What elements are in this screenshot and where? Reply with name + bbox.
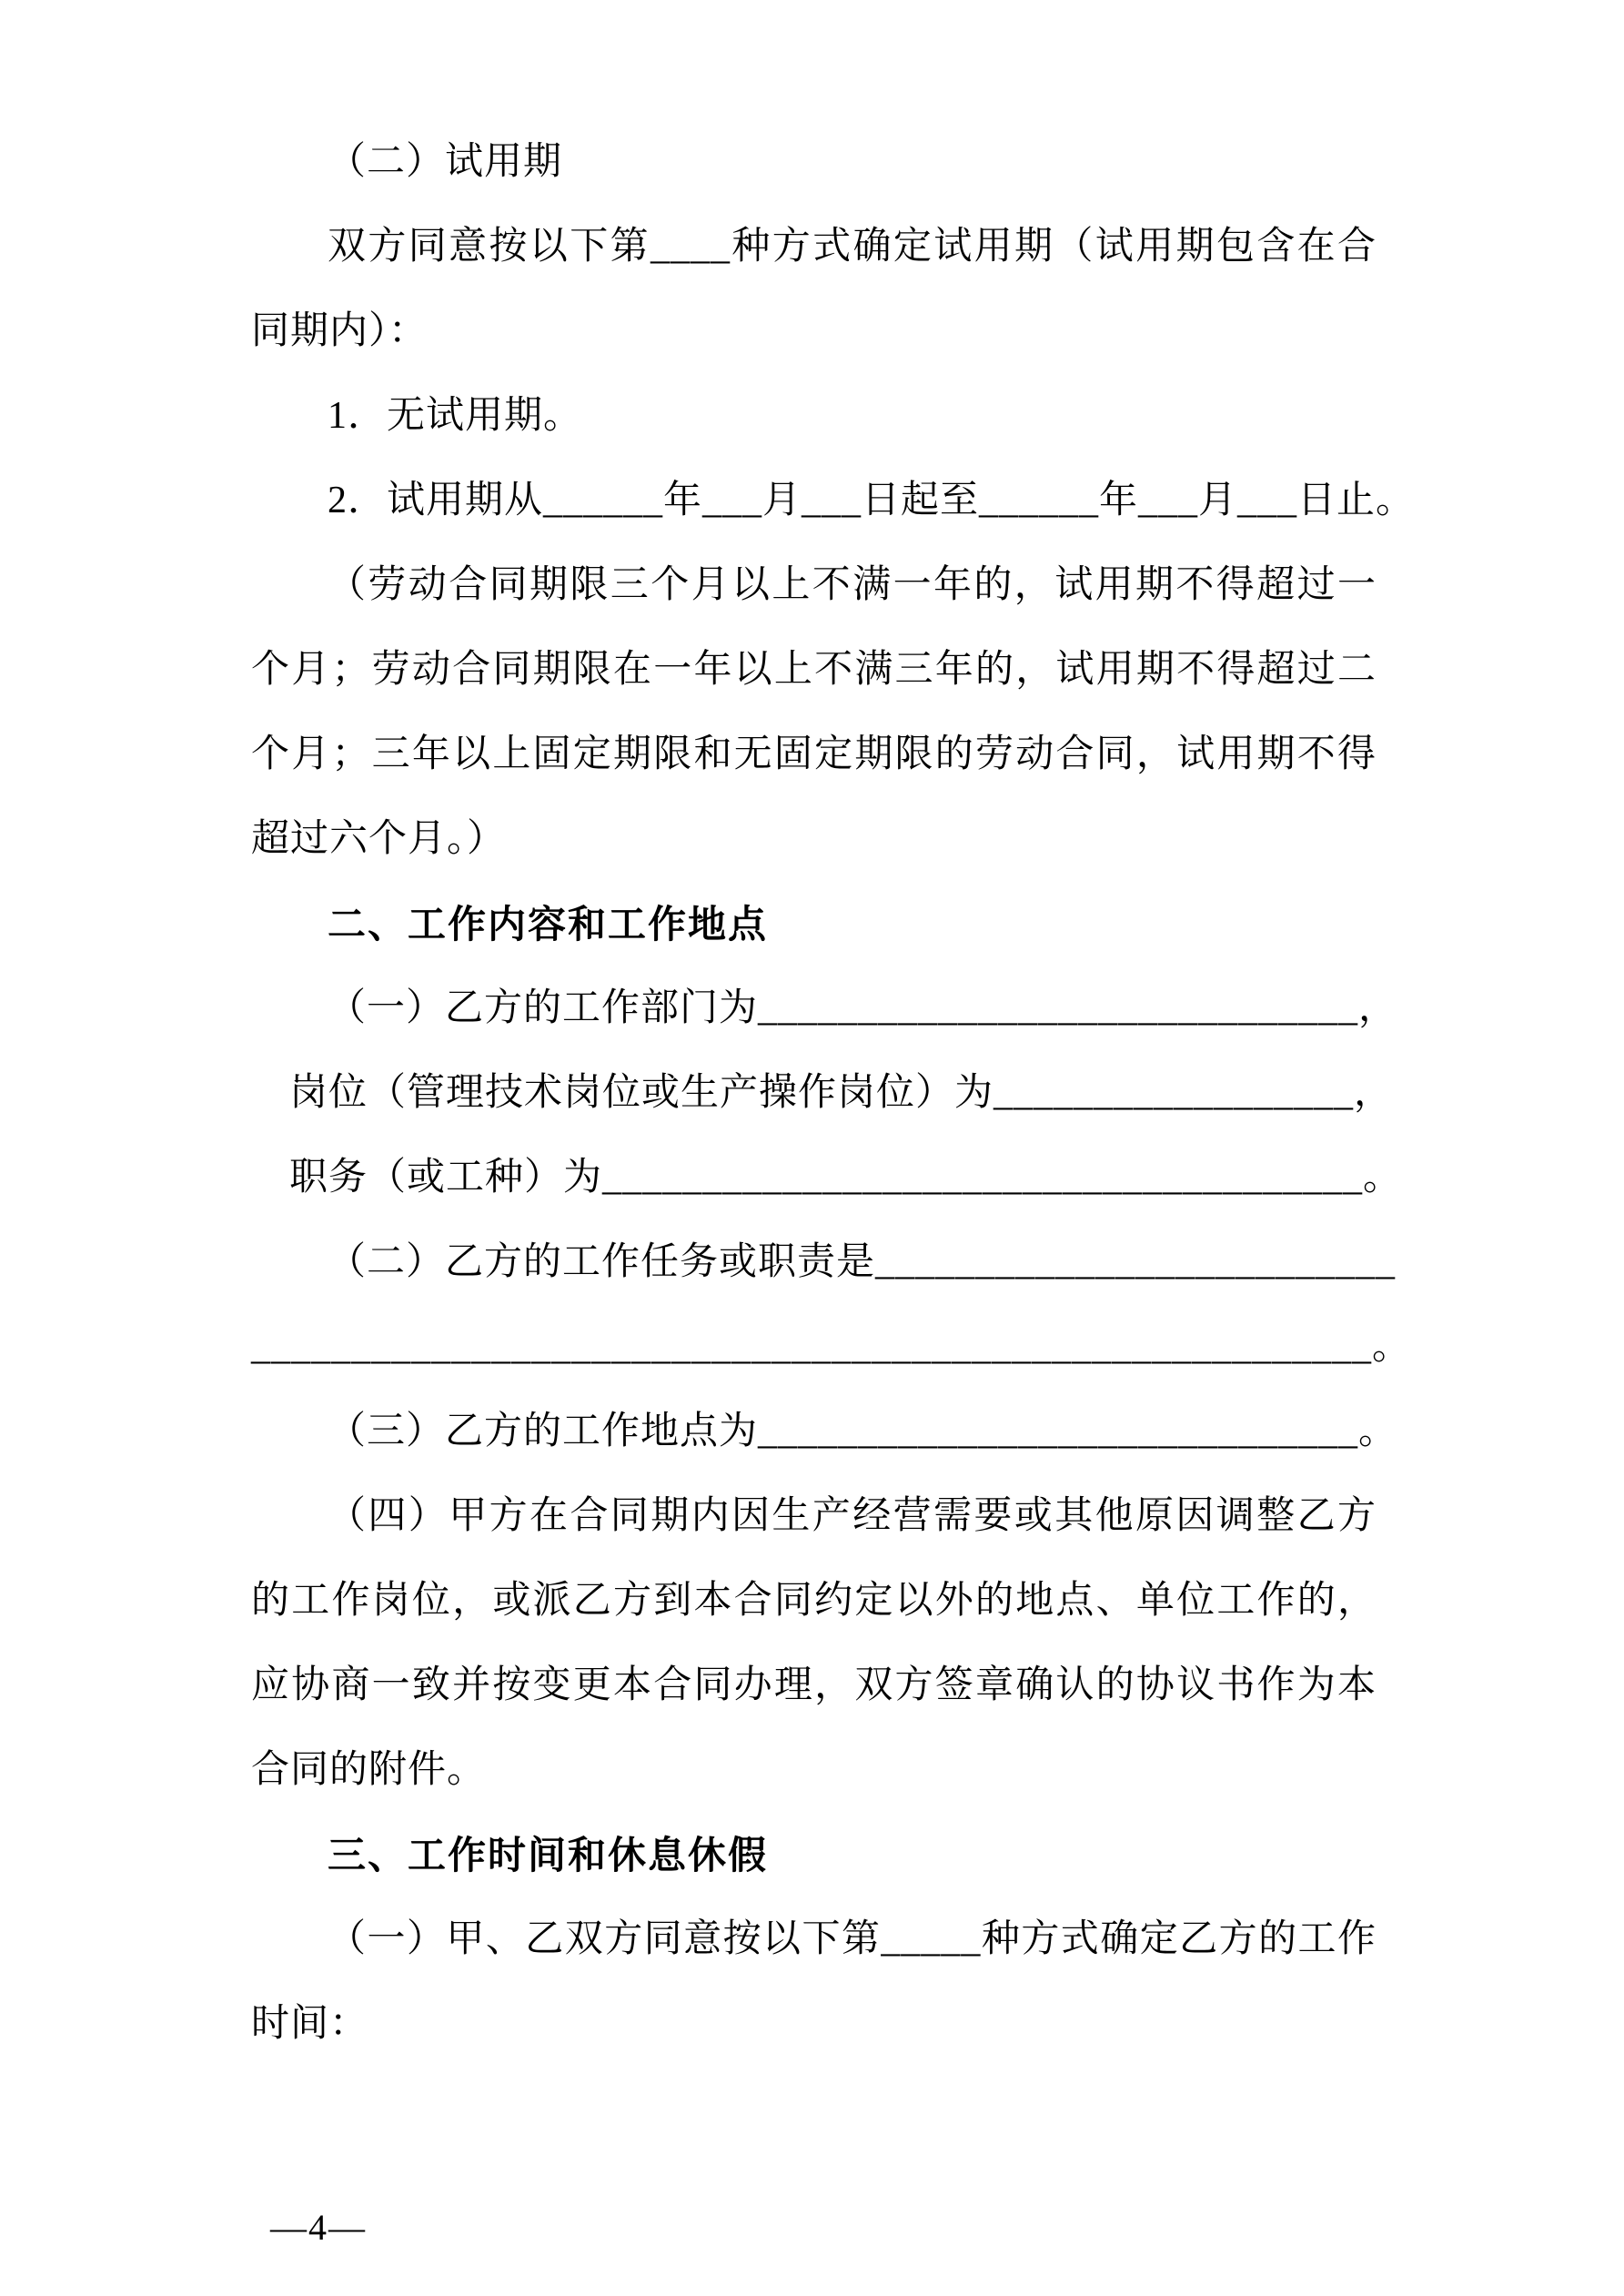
page-number: —4— [270, 2207, 367, 2248]
paragraph-working-time-method: （一）甲、乙双方同意按以下第_____种方式确定乙方的工作时间： [251, 1918, 1377, 2045]
fill-in-line-work-location: （三）乙方的工作地点为______________________________。 [328, 1411, 1398, 1452]
paragraph-probation-limits-note: （劳动合同期限三个月以上不满一年的，试用期不得超过一个月；劳动合同期限在一年以上不满三年的，试用期不得超过二个月；三年以上固定期限和无固定期限的劳动合同，试用期不得超过六个月。） [251, 564, 1377, 860]
fill-in-line-job-title: 职务（或工种）为______________________________________。 [289, 1157, 1403, 1199]
list-item-no-probation: 1．无试用期。 [328, 395, 583, 437]
paragraph-job-adjustment-clause: （四）甲方在合同期内因生产经营需要或其他原因调整乙方的工作岗位，或派乙方到本合同约定以外的地点、单位工作的，应协商一致并按变更本合同办理，双方签章确认的协议书作为本合同的附件。 [251, 1495, 1377, 1791]
section-heading-work-content-and-location: 二、工作内容和工作地点 [328, 903, 769, 946]
fill-in-line-position: 岗位（管理技术岗位或生产操作岗位）为__________________， [289, 1072, 1394, 1114]
fill-in-line-work-duties: （二）乙方的工作任务或职责是__________________________ [328, 1241, 1397, 1283]
list-item-probation-dates: 2．试用期从______年___月___日起至______年___月___日止。 [328, 480, 1416, 521]
fill-in-line-work-department: （一）乙方的工作部门为______________________________， [328, 987, 1398, 1029]
paragraph-probation-method: 双方同意按以下第____种方式确定试用期（试用期包含在合同期内）： [251, 226, 1377, 352]
fill-in-line-work-duties-continued: ________________________________________________________。 [251, 1326, 1411, 1368]
subsection-title-probation-period: （二）试用期 [328, 141, 563, 183]
section-heading-working-hours-and-rest: 三、工作时间和休息休假 [328, 1834, 769, 1876]
